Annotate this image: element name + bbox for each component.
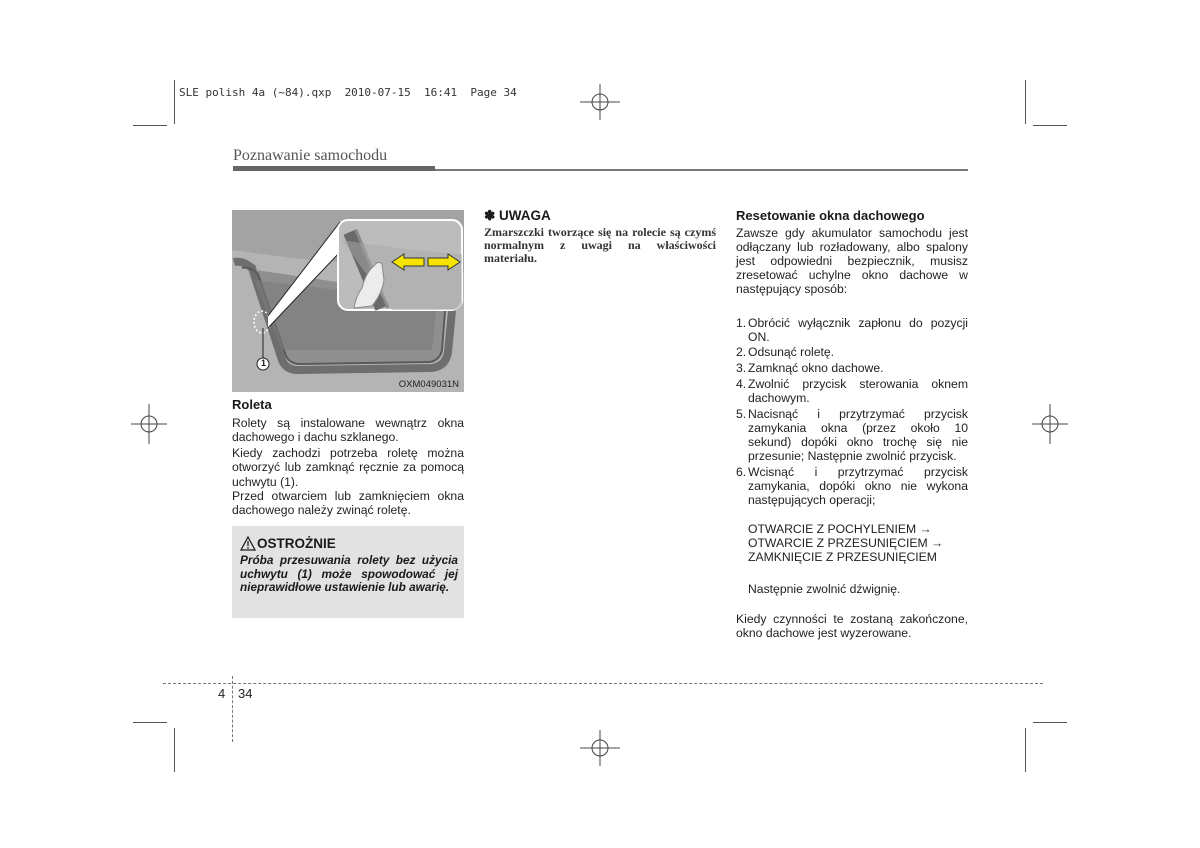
registration-mark-left (129, 402, 169, 446)
roleta-paragraph-3: Przed otwarciem lub zamknięciem okna dachowego należy zwinąć roletę. (232, 489, 464, 518)
step-number: 1. (736, 316, 747, 330)
step-text: Zamknąć okno dachowe. (748, 361, 884, 375)
reset-step-1 (736, 316, 968, 344)
reset-step-2 (736, 345, 968, 359)
sequence-step: OTWARCIE Z POCHYLENIEM → (748, 522, 932, 536)
page-number: 34 (238, 686, 253, 701)
reset-outro: Kiedy czynności te zostaną zakończone, okno dachowe jest wyzerowane. (736, 612, 968, 640)
step-text: Nacisnąć i przytrzymać przycisk zamykania okna (przez około 10 sekund) dopóki okno trochę się nie przesunie; Następnie zwolnić przycisk. (748, 407, 968, 463)
roleta-paragraph-2: Kiedy zachodzi potrzeba roletę można otworzyć lub zamknąć ręcznie za pomocą uchwytu (1). (232, 446, 464, 489)
registration-mark-bottom (578, 728, 622, 768)
step-text: Obrócić wyłącznik zapłonu do pozycji ON. (748, 316, 968, 344)
step-text: Zwolnić przycisk sterowania oknem dachowym. (748, 377, 968, 405)
header-rule-thin (435, 169, 968, 171)
reset-intro: Zawsze gdy akumulator samochodu jest odłączany lub rozładowany, albo spalony jest odpowiedni bezpiecznik, musisz zresetować uchylne okno dachowe w następujący sposób: (736, 226, 968, 296)
sequence-step: ZAMKNIĘCIE Z PRZESUNIĘCIEM (748, 550, 937, 564)
release-instruction: Następnie zwolnić dźwignię. (748, 582, 901, 596)
reset-step-5 (736, 407, 968, 463)
operation-sequence (748, 522, 943, 564)
step-number: 6. (736, 465, 747, 479)
roleta-paragraph-1: Rolety są instalowane wewnątrz okna dachowego i dachu szklanego. (232, 416, 464, 445)
step-text: Odsunąć roletę. (748, 345, 835, 359)
section-title: Poznawanie samochodu (233, 147, 388, 164)
caution-title: OSTROŻNIE (257, 536, 336, 551)
figure-code: OXM049031N (398, 379, 459, 390)
reset-step-6 (736, 465, 968, 507)
header-rule-thick (233, 166, 435, 171)
footer-dashed-rule (163, 683, 1043, 684)
roleta-heading: Roleta (232, 397, 272, 412)
footer-dashed-divider (232, 676, 233, 742)
reset-heading: Resetowanie okna dachowego (736, 208, 925, 223)
caution-box (232, 526, 464, 618)
registration-mark-right (1030, 402, 1070, 446)
sequence-step: OTWARCIE Z PRZESUNIĘCIEM → (748, 536, 944, 550)
step-text: Wcisnąć i przytrzymać przycisk zamykania, dopóki okno nie wykona następujących operacji; (748, 465, 968, 507)
sunshade-figure (232, 210, 464, 392)
note-title: ✽ UWAGA (484, 208, 551, 223)
step-number: 4. (736, 377, 747, 391)
caution-text: Próba przesuwania rolety bez użycia uchwytu (1) może spowodować jej nieprawidłowe ustawienie lub awarię. (240, 553, 458, 594)
warning-triangle-icon (240, 536, 256, 551)
note-text: Zmarszczki tworzące się na rolecie są czymś normalnym z uwagi na właściwości materiału. (484, 225, 716, 266)
step-number: 3. (736, 361, 747, 375)
print-slug: SLE polish 4a (~84).qxp 2010-07-15 16:41 Page 34 (179, 86, 517, 99)
reset-step-4 (736, 377, 968, 405)
step-number: 2. (736, 345, 747, 359)
figure-callout-number: 1 (260, 358, 266, 368)
step-number: 5. (736, 407, 747, 421)
registration-mark-top (578, 82, 622, 122)
reset-step-3 (736, 361, 968, 375)
chapter-number: 4 (218, 686, 226, 701)
